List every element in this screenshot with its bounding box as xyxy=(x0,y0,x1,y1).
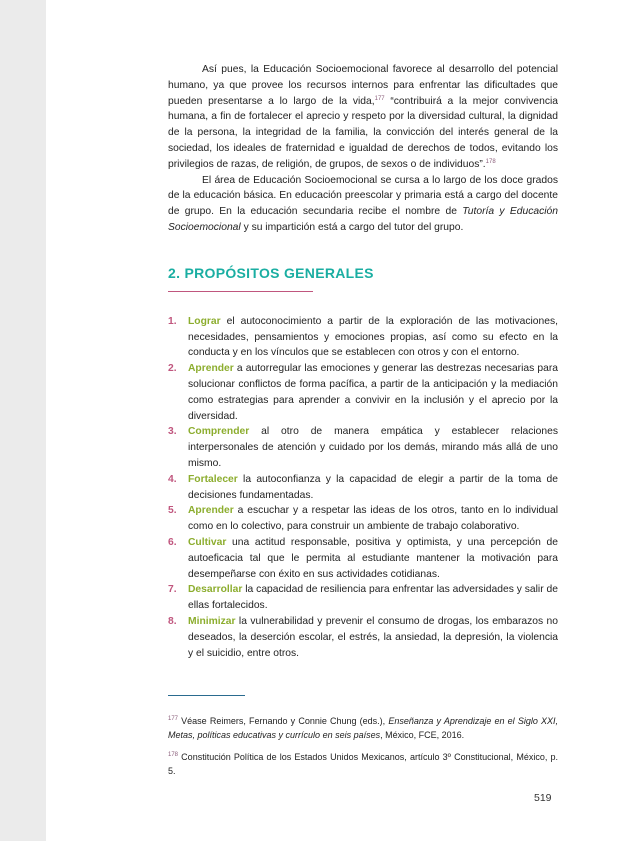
item-verb: Comprender xyxy=(188,426,250,438)
footnotes xyxy=(168,714,558,786)
footnote-178: $^{178}$ Constitución Política de los Estados Unidos Mexicanos, artículo 3º Constitucional, México, p. 5. xyxy=(168,752,558,776)
page-number: 519 xyxy=(534,792,552,804)
item-verb: Minimizar xyxy=(188,615,236,627)
item-number: 7. xyxy=(168,584,177,596)
item-verb: Fortalecer xyxy=(188,473,238,485)
list-item: 8. Minimizar la vulnerabilidad y prevenir el consumo de drogas, los embarazos no deseados, la deserción escolar, el estrés, la ansiedad, la depresión, la violencia y el suicidio, entre otros. xyxy=(168,615,558,659)
item-number: 6. xyxy=(168,536,177,548)
item-number: 2. xyxy=(168,363,177,375)
item-number: 8. xyxy=(168,615,177,627)
item-number: 5. xyxy=(168,505,177,517)
paragraph-socioemotional-education: Así pues, la Educación Socioemocional favorece al desarrollo del potencial humano, ya que provee los recursos internos para enfrentar las dificultades que pueden presentarse a lo largo de la vida,$^{177}$ “contribuirá a la mejor convivencia humana, a fin de fortalecer el aprecio y respeto por la diversidad cultural, la dignidad de la persona, la integridad de la familia, la convicción del interés general de la sociedad, los ideales de fraternidad e igualdad de derechos de todos, evitando los privilegios de razas, de religión, de grupos, de sexos o de individuos”.$^{178}$ xyxy=(168,64,558,170)
item-verb: Cultivar xyxy=(188,536,227,548)
section-title-underline xyxy=(168,291,313,292)
section-title: 2. PROPÓSITOS GENERALES xyxy=(168,264,374,281)
list-item: 6. Cultivar una actitud responsable, positiva y optimista, y una percepción de autoeficacia tal que le permita al estudiante mantener la motivación para desempeñarse con éxito en sus actividades cotidianas. xyxy=(168,536,558,580)
item-verb: Desarrollar xyxy=(188,584,243,596)
item-verb: Lograr xyxy=(188,315,221,327)
list-item: 1. Lograr el autoconocimiento a partir de la exploración de las motivaciones, necesidades, pensamientos y emociones propias, así como su efecto en la conducta y en los vínculos que se establecen con otros y con el entorno. xyxy=(168,315,558,359)
list-item: 3. Comprender al otro de manera empática y establecer relaciones interpersonales de atención y cuidado por los demás, mirando más allá de uno mismo. xyxy=(168,426,558,469)
page-margin-band xyxy=(0,0,46,841)
page-content xyxy=(168,62,558,661)
item-number: 3. xyxy=(168,426,177,438)
item-number: 4. xyxy=(168,473,177,485)
purposes-list xyxy=(168,314,558,662)
list-item: 7. Desarrollar la capacidad de resiliencia para enfrentar las adversidades y salir de ellas fortalecidos. xyxy=(168,584,558,612)
list-item: 4. Fortalecer la autoconfianza y la capacidad de elegir a partir de la toma de decisiones fundamentadas. xyxy=(168,473,558,501)
footnote-separator xyxy=(168,695,245,696)
footnote-177: $^{177}$ Véase Reimers, Fernando y Connie Chung (eds.), Enseñanza y Aprendizaje en el Siglo XXI, Metas, políticas educativas y currículo en seis países, México, FCE, 2016. xyxy=(168,716,558,740)
list-item: 2. Aprender a autorregular las emociones y generar las destrezas necesarias para solucionar conflictos de forma pacífica, a partir de la anticipación y la mediación como estrategias para aprender a convivir en la inclusión y el aprecio por la diversidad. xyxy=(168,363,558,422)
item-verb: Aprender xyxy=(188,363,234,375)
item-number: 1. xyxy=(168,315,177,327)
paragraph-area-description: El área de Educación Socioemocional se cursa a lo largo de los doce grados de la educación básica. En educación preescolar y primaria está a cargo del docente de grupo. En la educación secundaria recibe el nombre de Tutoría y Educación Socioemocional y su impartición está a cargo del tutor del grupo. xyxy=(168,174,558,233)
footnote-ref-178: 178 xyxy=(485,158,496,165)
footnote-ref-177: 177 xyxy=(374,95,385,102)
item-verb: Aprender xyxy=(188,505,234,517)
list-item: 5. Aprender a escuchar y a respetar las ideas de los otros, tanto en lo individual como en lo colectivo, para construir un ambiente de trabajo colaborativo. xyxy=(168,505,558,533)
